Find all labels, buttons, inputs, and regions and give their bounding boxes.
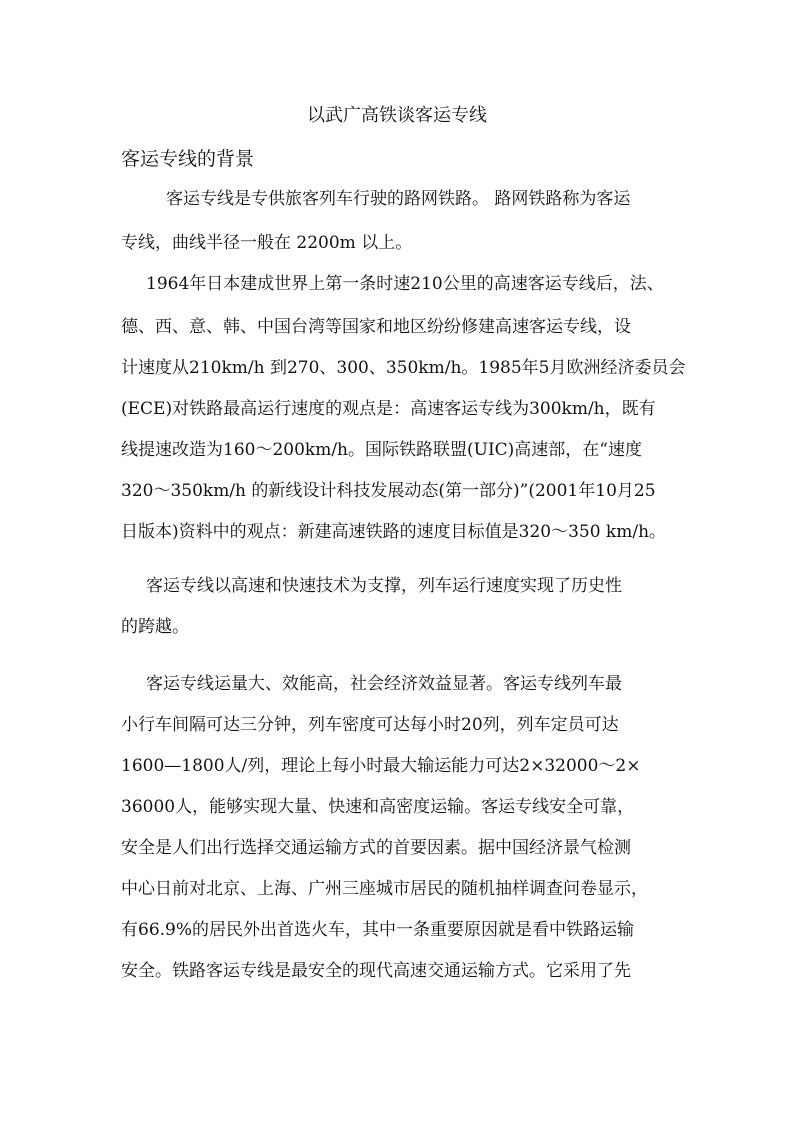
paragraph-2-line-5: 线提速改造为160～200km/h。国际铁路联盟(UIC)高速部，在“速度 (121, 440, 642, 460)
paragraph-4-line-7: 有66.9%的居民外出首选火车，其中一条重要原因就是看中铁路运输 (121, 920, 635, 940)
document-title: 以武广高铁谈客运专线 (307, 105, 487, 126)
paragraph-4-line-2: 小行车间隔可达三分钟，列车密度可达每小时20列，列车定员可达 (121, 715, 619, 735)
paragraph-2-line-6: 320～350km/h 的新线设计科技发展动态(第一部分)”(2001年10月25 (121, 481, 656, 501)
paragraph-1-line-2: 专线，曲线半径一般在 2200m 以上。 (121, 233, 413, 253)
paragraph-4-line-8: 安全。铁路客运专线是最安全的现代高速交通运输方式。它采用了先 (121, 961, 631, 981)
paragraph-2-line-4: (ECE)对铁路最高运行速度的观点是：高速客运专线为300km/h，既有 (121, 399, 656, 419)
paragraph-4-line-5: 安全是人们出行选择交通运输方式的首要因素。据中国经济景气检测 (121, 838, 631, 858)
paragraph-4-line-6: 中心日前对北京、上海、广州三座城市居民的随机抽样调查问卷显示， (121, 879, 648, 899)
paragraph-2-line-2: 德、西、意、韩、中国台湾等国家和地区纷纷修建高速客运专线，设 (121, 317, 631, 337)
paragraph-3-line-1: 客运专线以高速和快速技术为支撑，列车运行速度实现了历史性 (146, 576, 622, 596)
paragraph-4-line-3: 1600—1800人/列，理论上每小时最大输运能力可达2×32000～2× (121, 756, 641, 776)
paragraph-2-line-7: 日版本)资料中的观点：新建高速铁路的速度目标值是320～350 km/h。 (121, 522, 667, 542)
paragraph-1-line-1: 客运专线是专供旅客列车行驶的路网铁路。 路网铁路称为客运 (166, 189, 631, 209)
paragraph-2-line-1: 1964年日本建成世界上第一条时速210公里的高速客运专线后，法、 (146, 274, 664, 294)
paragraph-4-line-4: 36000人，能够实现大量、快速和高密度运输。客运专线安全可靠， (121, 797, 635, 817)
paragraph-4-line-1: 客运专线运量大、效能高，社会经济效益显著。客运专线列车最 (146, 674, 622, 694)
paragraph-2-line-3: 计速度从210km/h 到270、300、350km/h。1985年5月欧洲经济委员会 (121, 358, 686, 378)
section-heading: 客运专线的背景 (121, 148, 255, 170)
paragraph-3-line-2: 的跨越。 (121, 617, 189, 637)
